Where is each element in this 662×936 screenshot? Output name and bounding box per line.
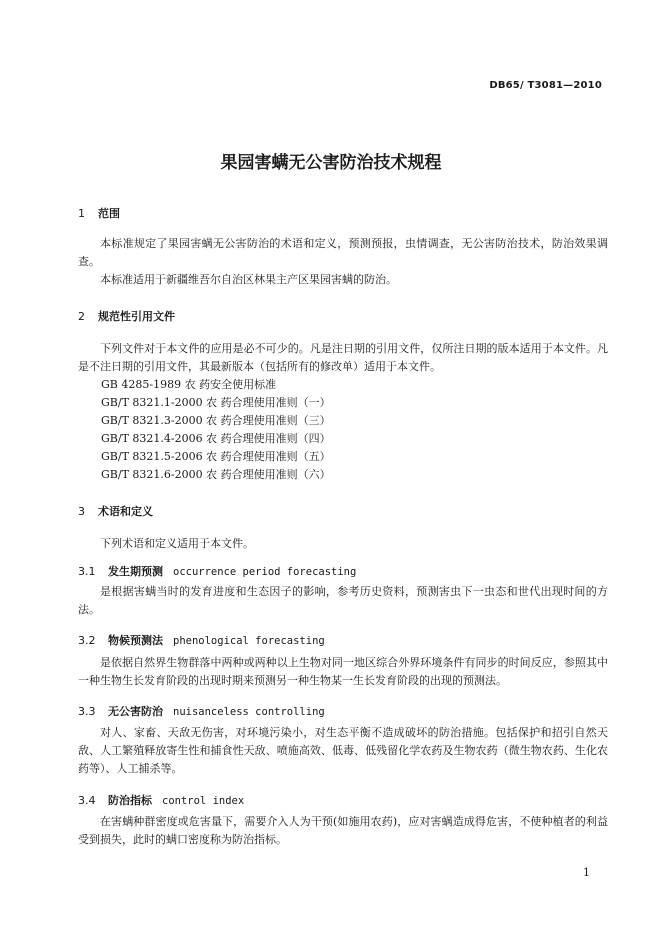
standard-code: DB65/ T3081—2010 (489, 80, 602, 91)
term-en: phenological forecasting (173, 635, 325, 647)
term-cn: 发生期预测 (108, 565, 163, 578)
term-3-3-definition: 对人、家畜、天敌无伤害，对环境污染小，对生态平衡不造成破坏的防治措施。包括保护和招引自然天敌、人工繁殖释放寄生性和捕食性天敌、喷施高效、低毒、低残留化学农药及生物农药（微生物农药、生化农药等）、人工捕杀等。 (78, 726, 608, 775)
section-title: 术语和定义 (98, 505, 153, 518)
term-cn: 无公害防治 (108, 705, 163, 718)
reference-item: GB/T 8321.5-2006 农 药合理使用准则（五） (101, 450, 331, 463)
term-number: 3.1 (78, 565, 96, 578)
section-2-paragraph-1: 下列文件对于本文件的应用是必不可少的。凡是注日期的引用文件，仅所注日期的版本适用于本文件。凡是不注日期的引用文件，其最新版本（包括所有的修改单）适用于本文件。 (78, 342, 608, 373)
reference-item: GB/T 8321.3-2000 农 药合理使用准则（三） (101, 414, 331, 427)
section-3-paragraph-1: 下列术语和定义适用于本文件。 (100, 537, 254, 550)
term-number: 3.4 (78, 794, 96, 807)
term-3-4-definition: 在害螨种群密度或危害量下，需要介入人为干预(如施用农药)，应对害螨造成得危害，不使种植者的利益受到损失，此时的螨口密度称为防治指标。 (78, 815, 608, 846)
document-title: 果园害螨无公害防治技术规程 (220, 153, 442, 173)
section-title: 范围 (98, 207, 120, 220)
reference-item: GB 4285-1989 农 药安全使用标准 (101, 378, 277, 391)
section-number: 3 (78, 505, 85, 518)
reference-item: GB/T 8321.1-2000 农 药合理使用准则（一） (101, 396, 331, 409)
term-cn: 物候预测法 (108, 634, 163, 647)
reference-item: GB/T 8321.4-2006 农 药合理使用准则（四） (101, 432, 331, 445)
term-3-1-heading (78, 563, 356, 579)
section-1-heading (78, 205, 120, 221)
term-3-2-definition: 是依据自然界生物群落中两种或两种以上生物对同一地区综合外界环境条件有同步的时间反应，参照其中一种生物生长发育阶段的出现时期来预测另一种生物某一生长发育阶段的出现的预测法。 (78, 656, 608, 687)
page-number: 1 (583, 866, 590, 879)
section-1-paragraph-2: 本标准适用于新疆维吾尔自治区林果主产区果园害螨的防治。 (100, 273, 397, 286)
section-3-heading (78, 503, 153, 519)
section-2-heading (78, 308, 175, 324)
term-3-4-heading (78, 792, 244, 808)
term-3-2-heading (78, 632, 325, 648)
term-en: nuisanceless controlling (173, 706, 325, 718)
reference-item: GB/T 8321.6-2000 农 药合理使用准则（六） (101, 468, 331, 481)
section-number: 1 (78, 207, 85, 220)
term-number: 3.2 (78, 634, 96, 647)
term-3-3-heading (78, 703, 325, 719)
term-3-1-definition: 是根据害螨当时的发育进度和生态因子的影响，参考历史资料，预测害虫下一虫态和世代出现时间的方法。 (78, 585, 608, 616)
section-1-paragraph-1: 本标准规定了果园害螨无公害防治的术语和定义，预测预报，虫情调查，无公害防治技术，防治效果调查。 (78, 237, 608, 268)
term-cn: 防治指标 (108, 794, 152, 807)
term-en: occurrence period forecasting (173, 566, 357, 578)
term-en: control index (162, 795, 245, 807)
section-title: 规范性引用文件 (98, 310, 175, 323)
section-number: 2 (78, 310, 85, 323)
term-number: 3.3 (78, 705, 96, 718)
